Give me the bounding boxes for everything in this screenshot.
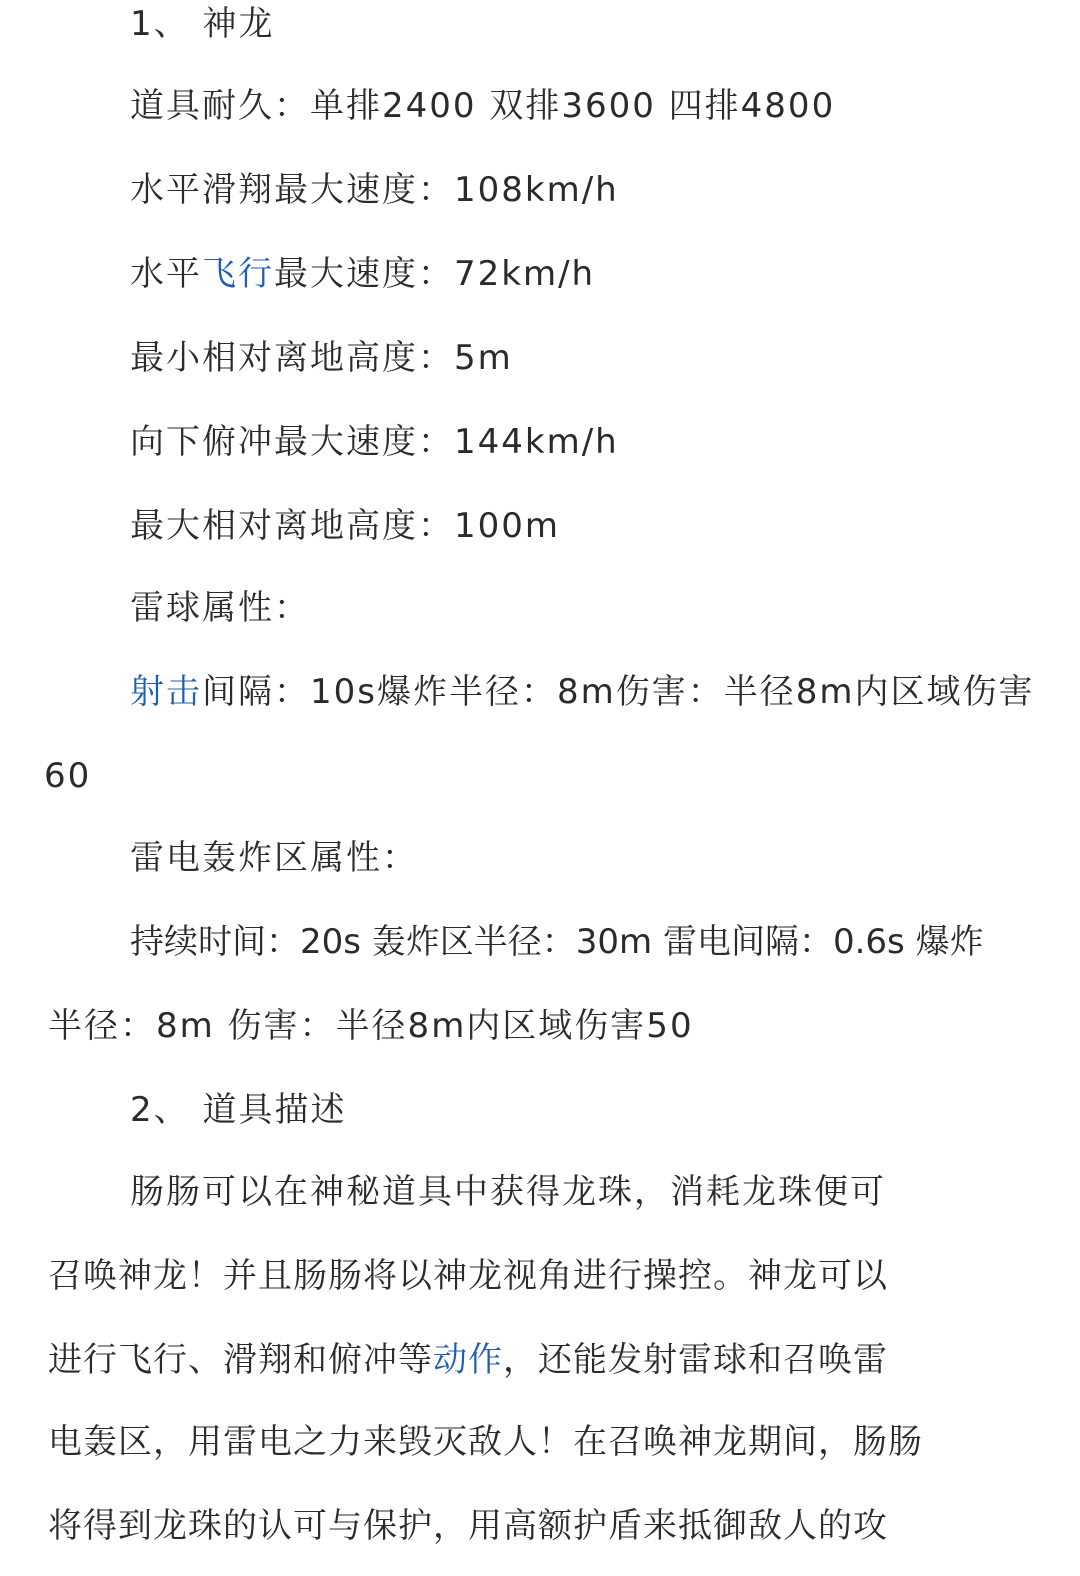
description-line4: 电轰区，用雷电之力来毁灭敌人！在召唤神龙期间，肠肠 xyxy=(48,1422,923,1462)
flight-speed-prefix: 水平 xyxy=(130,254,202,294)
storm-line1: 持续时间：20s 轰炸区半径：30m 雷电间隔：0.6s 爆炸 xyxy=(130,922,984,962)
max-height-line: 最大相对离地高度：100m xyxy=(130,506,561,546)
storm-line2: 半径：8m 伤害：半径8m内区域伤害50 xyxy=(48,1006,694,1046)
action-link[interactable]: 动作 xyxy=(433,1340,503,1380)
flight-link[interactable]: 飞行 xyxy=(202,254,274,294)
section1-heading: 1、 神龙 xyxy=(130,4,275,44)
dive-speed-line: 向下俯冲最大速度：144km/h xyxy=(130,422,619,462)
min-height-line: 最小相对离地高度：5m xyxy=(130,338,513,378)
thunderball-line2: 60 xyxy=(44,756,92,796)
description-line3-suffix: ，还能发射雷球和召唤雷 xyxy=(503,1340,888,1380)
description-line3-prefix: 进行飞行、滑翔和俯冲等 xyxy=(48,1340,433,1380)
description-line1: 肠肠可以在神秘道具中获得龙珠，消耗龙珠便可 xyxy=(130,1172,886,1212)
description-line3 xyxy=(48,1338,888,1382)
description-line5: 将得到龙珠的认可与保护，用高额护盾来抵御敌人的攻 xyxy=(48,1506,888,1546)
flight-speed-line xyxy=(130,252,595,296)
section2-heading: 2、 道具描述 xyxy=(130,1090,347,1130)
thunderball-title: 雷球属性： xyxy=(130,588,310,628)
flight-speed-suffix: 最大速度：72km/h xyxy=(274,254,596,294)
description-line2: 召唤神龙！并且肠肠将以神龙视角进行操控。神龙可以 xyxy=(48,1256,888,1296)
shooting-link[interactable]: 射击 xyxy=(130,672,202,712)
glide-speed-line: 水平滑翔最大速度：108km/h xyxy=(130,170,619,210)
thunderball-line1-rest: 间隔：10s爆炸半径：8m伤害：半径8m内区域伤害 xyxy=(202,672,1035,712)
storm-title: 雷电轰炸区属性： xyxy=(130,838,418,878)
thunderball-line1 xyxy=(130,670,1034,714)
durability-line: 道具耐久：单排2400 双排3600 四排4800 xyxy=(130,86,836,126)
